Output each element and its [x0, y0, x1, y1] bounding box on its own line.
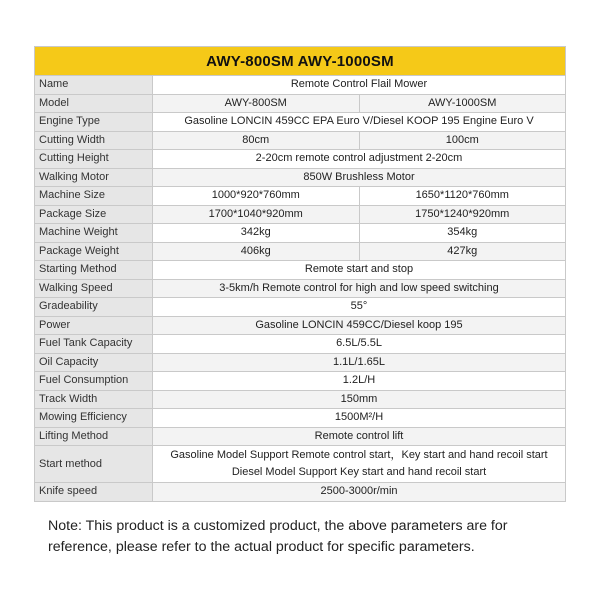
spec-value: 850W Brushless Motor	[153, 168, 566, 187]
spec-label: Starting Method	[35, 261, 153, 280]
spec-value-line: Gasoline Model Support Remote control start，Key start and hand recoil start	[170, 449, 548, 461]
spec-label: Engine Type	[35, 113, 153, 132]
spec-row	[35, 187, 566, 206]
spec-value: 2-20cm remote control adjustment 2-20cm	[153, 150, 566, 169]
disclaimer-note: Note: This product is a customized product, the above parameters are for reference, please refer to the actual product for specific parameters.	[48, 518, 508, 555]
spec-row	[35, 224, 566, 243]
spec-label: Mowing Efficiency	[35, 409, 153, 428]
spec-value-1000sm: 100cm	[359, 131, 566, 150]
spec-value: Gasoline LONCIN 459CC/Diesel koop 195	[153, 316, 566, 335]
spec-value-1000sm: AWY-1000SM	[359, 94, 566, 113]
spec-label: Gradeability	[35, 298, 153, 317]
spec-label: Machine Size	[35, 187, 153, 206]
spec-label: Track Width	[35, 390, 153, 409]
spec-row	[35, 427, 566, 446]
spec-label: Walking Speed	[35, 279, 153, 298]
spec-value: Gasoline LONCIN 459CC EPA Euro V/Diesel KOOP 195 Engine Euro V	[153, 113, 566, 132]
spec-row	[35, 279, 566, 298]
spec-label: Lifting Method	[35, 427, 153, 446]
spec-value-1000sm: 1650*1120*760mm	[359, 187, 566, 206]
spec-value: 3-5km/h Remote control for high and low speed switching	[153, 279, 566, 298]
spec-value-1000sm: 427kg	[359, 242, 566, 261]
spec-value-1000sm: 1750*1240*920mm	[359, 205, 566, 224]
spec-row	[35, 150, 566, 169]
spec-value: Remote control lift	[153, 427, 566, 446]
spec-label: Cutting Height	[35, 150, 153, 169]
spec-value-1000sm: 354kg	[359, 224, 566, 243]
spec-row	[35, 205, 566, 224]
spec-row	[35, 94, 566, 113]
spec-row	[35, 353, 566, 372]
spec-value: Remote Control Flail Mower	[153, 76, 566, 95]
spec-row	[35, 113, 566, 132]
spec-value-800sm: AWY-800SM	[153, 94, 360, 113]
spec-label: Start method	[35, 446, 153, 483]
spec-value-800sm: 1000*920*760mm	[153, 187, 360, 206]
spec-label: Model	[35, 94, 153, 113]
spec-row	[35, 390, 566, 409]
spec-row	[35, 168, 566, 187]
spec-label: Name	[35, 76, 153, 95]
spec-title: AWY-800SM AWY-1000SM	[34, 46, 566, 75]
spec-label: Walking Motor	[35, 168, 153, 187]
spec-row	[35, 131, 566, 150]
spec-value: 2500-3000r/min	[153, 483, 566, 502]
spec-value-800sm: 406kg	[153, 242, 360, 261]
spec-row	[35, 298, 566, 317]
spec-value: Remote start and stop	[153, 261, 566, 280]
spec-value: 1.1L/1.65L	[153, 353, 566, 372]
spec-value-800sm: 80cm	[153, 131, 360, 150]
spec-label: Package Weight	[35, 242, 153, 261]
spec-value: 55°	[153, 298, 566, 317]
spec-value: 150mm	[153, 390, 566, 409]
spec-row	[35, 261, 566, 280]
spec-value: 1.2L/H	[153, 372, 566, 391]
spec-value: 6.5L/5.5L	[153, 335, 566, 354]
spec-row	[35, 76, 566, 95]
spec-row	[35, 335, 566, 354]
spec-label: Fuel Consumption	[35, 372, 153, 391]
spec-row	[35, 446, 566, 483]
spec-label: Package Size	[35, 205, 153, 224]
spec-value	[153, 446, 566, 483]
spec-row	[35, 483, 566, 502]
spec-label: Knife speed	[35, 483, 153, 502]
spec-label: Power	[35, 316, 153, 335]
spec-sheet	[34, 46, 566, 502]
spec-table	[34, 75, 566, 502]
spec-value-line: Diesel Model Support Key start and hand recoil start	[231, 466, 487, 478]
spec-value-800sm: 342kg	[153, 224, 360, 243]
spec-row	[35, 409, 566, 428]
spec-value-800sm: 1700*1040*920mm	[153, 205, 360, 224]
spec-label: Fuel Tank Capacity	[35, 335, 153, 354]
spec-label: Cutting Width	[35, 131, 153, 150]
spec-row	[35, 372, 566, 391]
spec-label: Machine Weight	[35, 224, 153, 243]
spec-row	[35, 242, 566, 261]
spec-label: Oil Capacity	[35, 353, 153, 372]
spec-value: 1500M²/H	[153, 409, 566, 428]
spec-row	[35, 316, 566, 335]
